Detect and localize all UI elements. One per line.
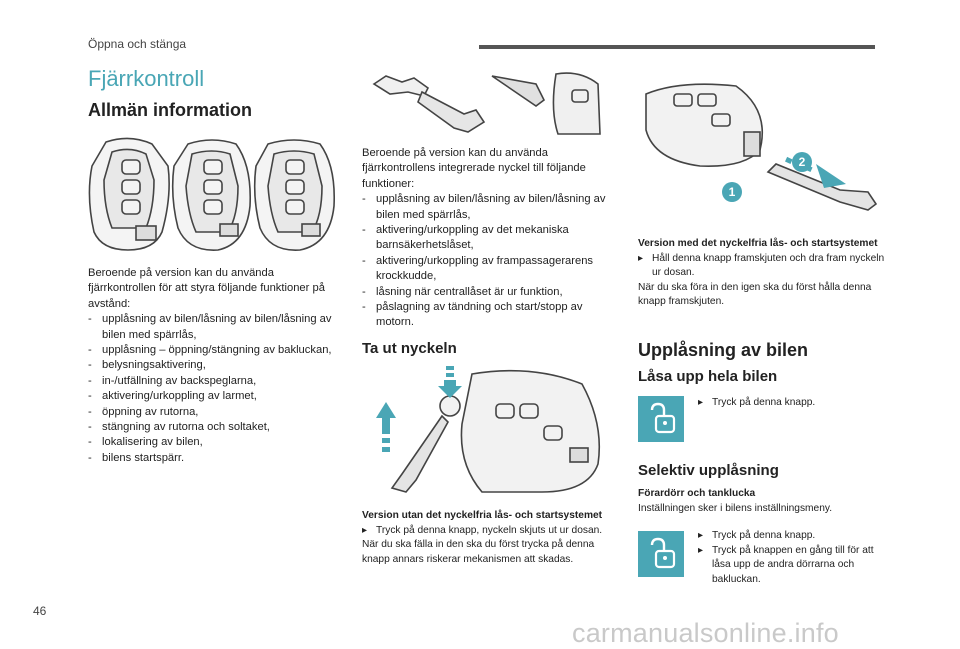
version-with-keyless (638, 237, 888, 310)
triangle-bullet-icon: ▸ (698, 397, 704, 408)
step-text: Tryck på denna knapp. (712, 397, 816, 408)
step-text: Tryck på denna knapp. (712, 530, 816, 541)
remote-key-body (461, 371, 599, 492)
key-eject-illustration (362, 364, 612, 496)
unlock-icon (638, 396, 684, 442)
arrow-down-icon (438, 366, 462, 398)
list-item: - aktivering/urkoppling av det mekaniska barnsäkerhetslåset, (362, 223, 616, 254)
page-number: 46 (33, 604, 47, 618)
list-item (698, 544, 888, 588)
remote-keys-illustration (88, 136, 343, 254)
triangle-bullet-icon: ▸ (638, 252, 644, 264)
col2-intro: Beroende på version kan du använda fjärrkontrollens integrerade nyckel till följande funktioner: (362, 147, 586, 190)
arrow-up-icon (376, 402, 396, 452)
list-item: - påslagning av tändning och start/stopp av motorn. (362, 300, 616, 331)
keyless-key-illustration (640, 80, 884, 230)
list-item: - lokalisering av bilen, (88, 435, 338, 450)
section-tag: Öppna och stänga (88, 37, 187, 51)
header-bar (479, 45, 875, 49)
triangle-bullet-icon: ▸ (362, 524, 368, 536)
page-title: Fjärrkontroll (88, 66, 205, 91)
selective-unlock-steps (698, 529, 888, 587)
heading-remove-key: Ta ut nyckeln (362, 340, 457, 357)
triangle-bullet-icon: ▸ (698, 544, 704, 556)
heading-selective-unlock: Selektiv upplåsning (638, 462, 779, 479)
heading-general-info: Allmän information (88, 100, 253, 120)
list-item: - låsning när centrallåset är ur funktion, (362, 285, 616, 300)
settings-note: Inställningen sker i bilens inställningsmeny. (638, 502, 833, 514)
callout-1-label: 1 (728, 185, 736, 199)
version-without-keyless (362, 509, 620, 567)
driver-door-label: Förardörr och tanklucka (638, 488, 756, 499)
version-note: När du ska föra in den igen ska du först hålla denna knapp framskjuten. (638, 281, 872, 307)
heading-unlocking: Upplåsning av bilen (638, 340, 809, 360)
step-text: Tryck på denna knapp, nyckeln skjuts ut ur dosan. (376, 524, 603, 536)
version-note: När du ska fälla in den ska du först trycka på denna knapp annars riskerar mekanismen att skadas. (362, 539, 595, 565)
heading-unlock-all: Låsa upp hela bilen (638, 368, 778, 385)
list-item: - stängning av rutorna och soltaket, (88, 420, 338, 435)
version-title: Version utan det nyckelfria lås- och startsystemet (362, 510, 603, 521)
callout-2-label: 2 (798, 155, 806, 169)
col1-text (88, 266, 338, 466)
integrated-key-illustration (368, 70, 604, 140)
remote-key-2 (173, 140, 251, 250)
eject-button (440, 396, 460, 416)
col1-intro: Beroende på version kan du använda fjärrkontrollen för att styra följande funktioner på avstånd: (88, 267, 325, 310)
list-item: - in-/utfällning av backspeglarna, (88, 374, 338, 389)
list-item (638, 252, 888, 281)
list-item: - belysningsaktivering, (88, 358, 338, 373)
list-item (698, 529, 888, 544)
step-text: Tryck på knappen en gång till för att låsa upp de andra dörrarna och bakluckan. (712, 544, 874, 585)
col2-text (362, 146, 616, 331)
remote-key-1 (89, 138, 169, 250)
version-title: Version med det nyckelfria lås- och startsystemet (638, 238, 878, 249)
unlock-icon (638, 531, 684, 577)
list-item: - upplåsning av bilen/låsning av bilen/låsning av bilen med spärrlås, (362, 192, 616, 223)
unlock-all-step (698, 396, 878, 411)
list-item: - upplåsning – öppning/stängning av bakluckan, (88, 343, 338, 358)
remote-key-3 (255, 140, 335, 250)
selective-unlock-text (638, 487, 888, 516)
list-item: - upplåsning av bilen/låsning av bilen/låsning av bilen med spärrlås, (88, 312, 338, 343)
step-text: Håll denna knapp framskjuten och dra fram nyckeln ur dosan. (652, 252, 885, 278)
list-item: - öppning av rutorna, (88, 405, 338, 420)
watermark: carmanualsonline.info (572, 618, 839, 648)
list-item: - aktivering/urkoppling av larmet, (88, 389, 338, 404)
list-item: - bilens startspärr. (88, 451, 338, 466)
list-item (362, 524, 620, 539)
list-item: - aktivering/urkoppling av frampassagerarens krockkudde, (362, 254, 616, 285)
key-blade (392, 416, 448, 492)
key-blade (374, 76, 428, 96)
triangle-bullet-icon: ▸ (698, 530, 704, 541)
list-item (698, 396, 878, 411)
